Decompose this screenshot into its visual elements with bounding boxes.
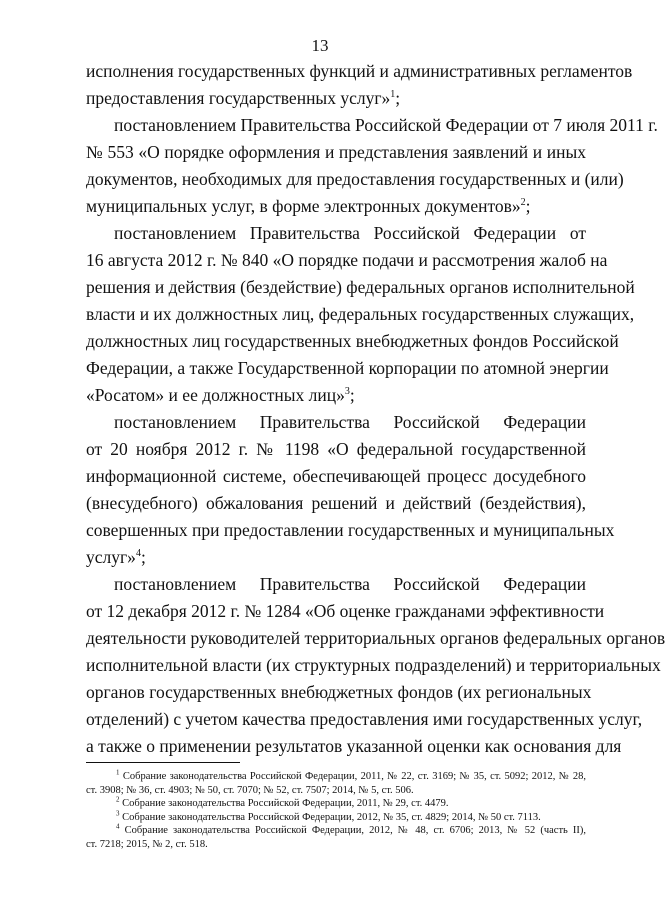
text-line: № 553 «О порядке оформления и представления заявлений и иных — [86, 142, 586, 162]
text-line: постановлением Правительства Российской Федерации от 7 июля 2011 г. — [114, 115, 658, 135]
text-line: «Росатом» и ее должностных лиц»$^3$; — [86, 385, 355, 405]
text-line: власти и их должностных лиц, федеральных государственных служащих, — [86, 304, 635, 324]
text-line: постановлением Правительства Российской Федерации от — [114, 223, 586, 243]
footnote — [86, 797, 586, 811]
text-line: совершенных при предоставлении государственных и муниципальных — [86, 520, 615, 540]
page-number: 13 — [311, 36, 329, 55]
paragraph — [86, 571, 665, 760]
paragraph — [86, 409, 615, 571]
text-line: (внесудебного) обжалования решений и действий (бездействия), — [86, 493, 586, 513]
text-line: услуг»$^4$; — [86, 547, 146, 567]
text-line: предоставления государственных услуг»$^1$; — [86, 88, 401, 108]
footnote-line: $^1$ Собрание законодательства Российской Федерации, 2011, № 22, ст. 3169; № 35, ст. 5092; 2012, № 28, — [116, 768, 586, 782]
paragraph — [86, 220, 635, 409]
footnote-number: 1 — [116, 768, 120, 777]
text-line: а также о применении результатов указанной оценки как основания для — [86, 736, 622, 756]
footnote-ref: 3 — [344, 386, 350, 398]
text-line: органов государственных внебюджетных фондов (их региональных — [86, 682, 592, 702]
paragraph — [86, 58, 633, 112]
footnote-line: ст. 3908; № 36, ст. 4903; № 50, ст. 7070; № 52, ст. 7507; 2014, № 5, ст. 506. — [86, 784, 414, 796]
footnote-separator — [86, 762, 240, 763]
text-line: от 12 декабря 2012 г. № 1284 «Об оценке гражданами эффективности — [86, 601, 605, 621]
body-text — [86, 58, 665, 760]
footnote — [86, 824, 586, 851]
text-line: постановлением Правительства Российской Федерации — [114, 412, 586, 432]
footnote-line: $^4$ Собрание законодательства Российской Федерации, 2012, № 48, ст. 6706; 2013, № 52 (часть II), — [116, 822, 587, 836]
footnote-number: 3 — [116, 809, 120, 817]
text-line: решения и действия (бездействие) федеральных органов исполнительной — [86, 277, 635, 297]
footnote-line: $^3$ Собрание законодательства Российской Федерации, 2012, № 35, ст. 4829; 2014, № 50 ст. 7113. — [116, 809, 541, 823]
footnote-number: 4 — [116, 822, 120, 831]
text-line: исполнительной власти (их структурных подразделений) и территориальных — [86, 655, 661, 675]
footnote — [86, 811, 586, 825]
footnote-ref: 2 — [520, 197, 526, 209]
text-line: от 20 ноября 2012 г. № 1198 «О федеральной государственной — [86, 439, 586, 459]
text-line: исполнения государственных функций и административных регламентов — [86, 61, 633, 81]
text-line: документов, необходимых для предоставления государственных и (или) — [86, 169, 624, 189]
text-line: 16 августа 2012 г. № 840 «О порядке подачи и рассмотрения жалоб на — [86, 250, 608, 270]
footnote-number: 2 — [116, 795, 120, 804]
footnotes — [86, 770, 586, 851]
footnote-ref: 4 — [135, 548, 141, 560]
footnote-line: $^2$ Собрание законодательства Российской Федерации, 2011, № 29, ст. 4479. — [116, 795, 449, 809]
footnote — [86, 770, 586, 797]
text-line: должностных лиц государственных внебюджетных фондов Российской — [86, 331, 619, 351]
paragraph — [86, 112, 658, 220]
text-line: отделений) с учетом качества предоставления ими государственных услуг, — [86, 709, 643, 729]
text-line: муниципальных услуг, в форме электронных документов»$^2$; — [86, 196, 531, 216]
text-line: информационной системе, обеспечивающей процесс досудебного — [86, 466, 586, 486]
text-line: постановлением Правительства Российской Федерации — [114, 574, 586, 594]
text-line: Федерации, а также Государственной корпорации по атомной энергии — [86, 358, 609, 378]
text-line: деятельности руководителей территориальных органов федеральных органов — [86, 628, 665, 648]
footnote-line: ст. 7218; 2015, № 2, ст. 518. — [86, 838, 208, 850]
footnote-ref: 1 — [390, 89, 396, 101]
